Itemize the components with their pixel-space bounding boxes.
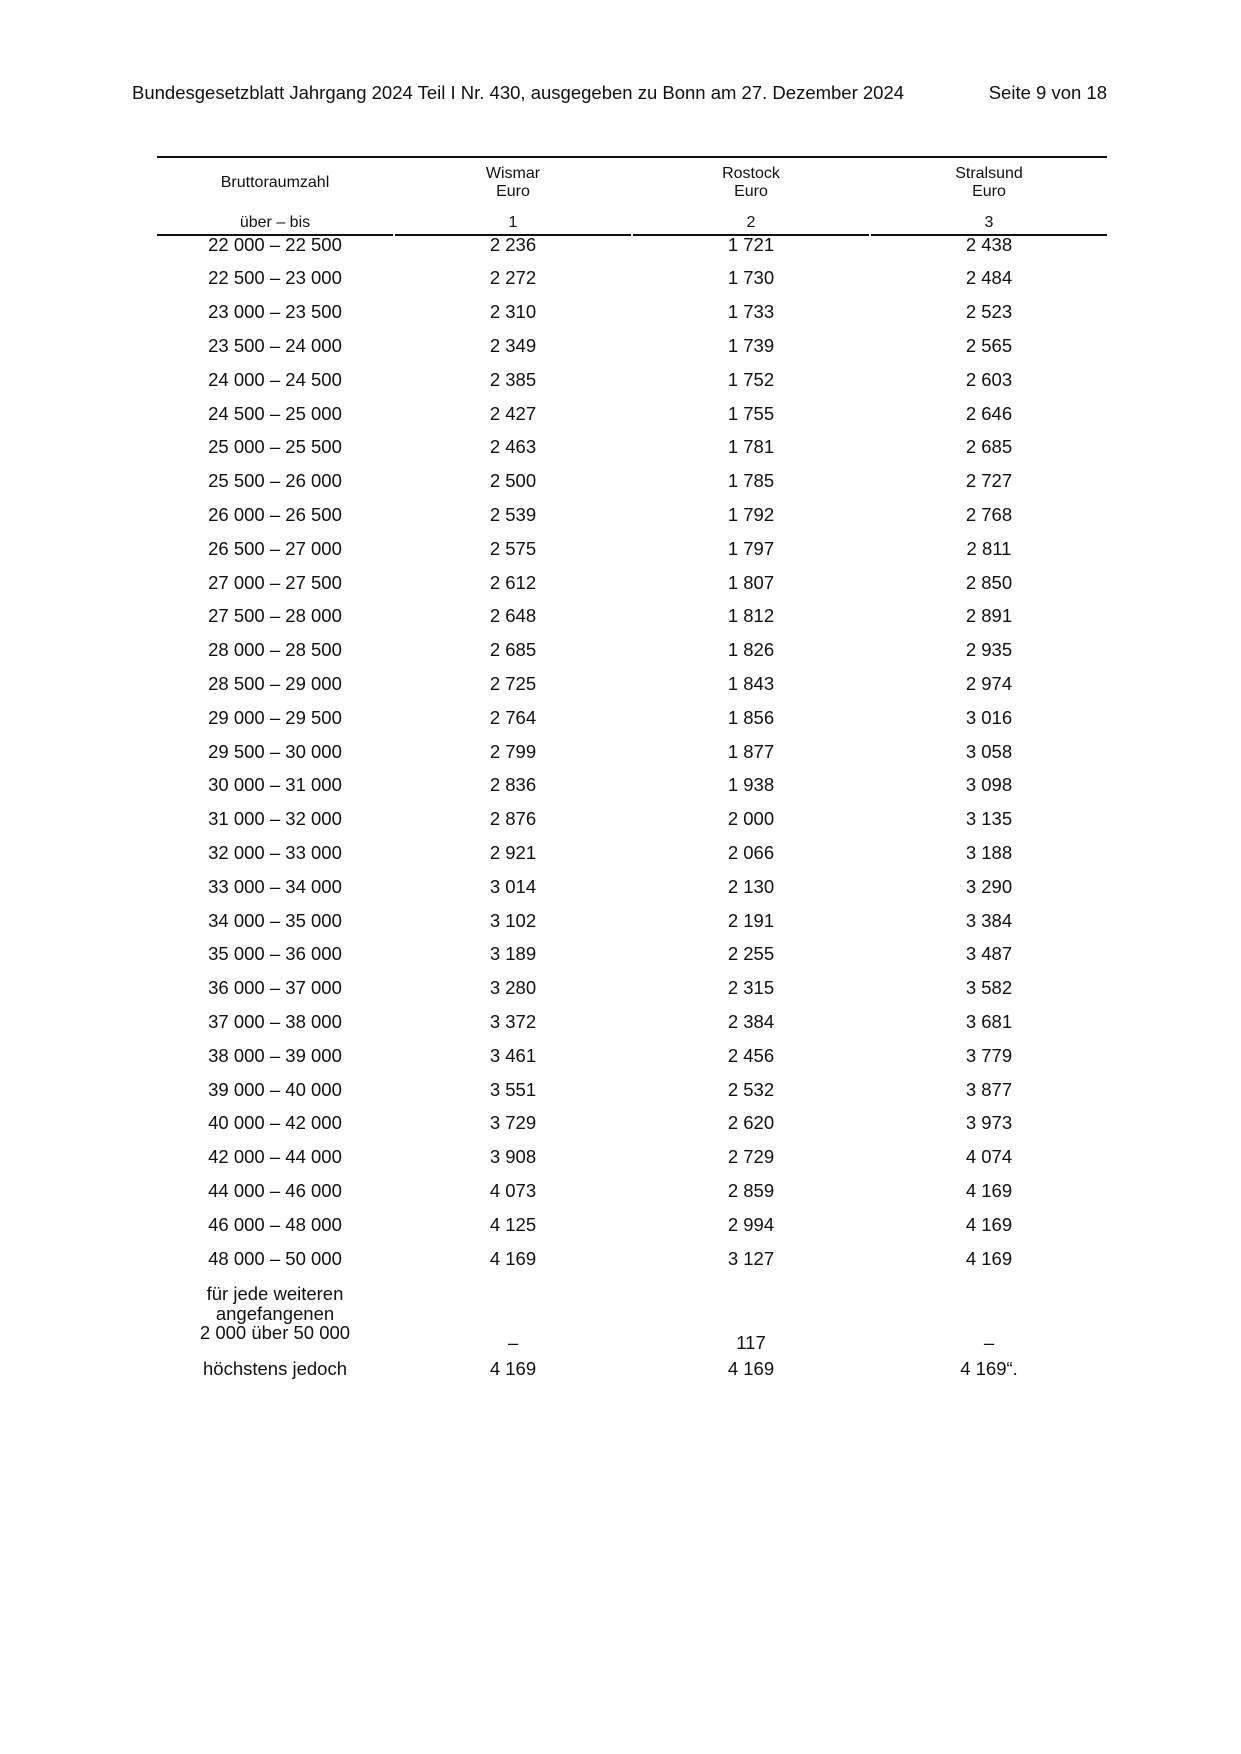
fee-wismar: 2 236	[489, 233, 537, 255]
fee-wismar: 2 764	[489, 706, 537, 728]
publication-line: Bundesgesetzblatt Jahrgang 2024 Teil I Nr. 430, ausgegeben zu Bonn am 27. Dezember 2024	[132, 82, 905, 103]
fee-rostock: 1 755	[727, 402, 775, 424]
table-row	[157, 976, 1107, 1010]
table-body	[157, 233, 1107, 1281]
fee-wismar: 4 073	[489, 1179, 537, 1201]
fee-stralsund: 3 487	[965, 943, 1013, 965]
fee-rostock: 2 130	[727, 875, 775, 897]
table-row	[157, 537, 1107, 571]
header-unit: Euro	[496, 182, 530, 200]
table-row	[157, 233, 1107, 267]
fee-stralsund: 4 169	[965, 1247, 1013, 1269]
bruttoraumzahl-range: 22 000 – 22 500	[208, 233, 342, 255]
table-row	[157, 1145, 1107, 1179]
fee-wismar: 3 729	[489, 1112, 537, 1134]
fee-rostock: 2 456	[727, 1044, 775, 1066]
fee-rostock: 1 797	[727, 537, 775, 559]
table-row	[157, 266, 1107, 300]
header-column-number: 2	[746, 213, 756, 231]
fee-stralsund: 2 727	[965, 470, 1013, 492]
bruttoraumzahl-range: 29 500 – 30 000	[208, 740, 342, 762]
table-row	[157, 1010, 1107, 1044]
bruttoraumzahl-range: 27 500 – 28 000	[208, 605, 342, 627]
fee-wismar: 2 539	[489, 503, 537, 525]
table-row	[157, 435, 1107, 469]
header-column-number: 1	[508, 213, 518, 231]
table-header	[157, 158, 1107, 236]
fee-rostock: 2 994	[727, 1213, 775, 1235]
table-row	[157, 469, 1107, 503]
table-row	[157, 300, 1107, 334]
table-row	[157, 402, 1107, 436]
fee-rostock: 2 000	[727, 808, 775, 830]
maximum-fee-row	[157, 1357, 1107, 1387]
fee-rostock: 1 856	[727, 706, 775, 728]
table-row	[157, 1247, 1107, 1281]
fee-rostock: 2 066	[727, 841, 775, 863]
header-column-number: 3	[984, 213, 994, 231]
fee-rostock: 1 739	[727, 334, 775, 356]
fee-stralsund: 2 850	[965, 571, 1013, 593]
bruttoraumzahl-range: 44 000 – 46 000	[208, 1179, 342, 1201]
table-row	[157, 773, 1107, 807]
fee-rostock: 1 877	[727, 740, 775, 762]
fee-wismar: 2 685	[489, 639, 537, 661]
bruttoraumzahl-range: 23 000 – 23 500	[208, 301, 342, 323]
maximum-fee-label: höchstens jedoch	[203, 1358, 347, 1380]
fee-stralsund: 3 188	[965, 841, 1013, 863]
fee-rostock: 1 730	[727, 267, 775, 289]
fee-wismar: 4 169	[489, 1247, 537, 1269]
bruttoraumzahl-range: 25 000 – 25 500	[208, 436, 342, 458]
fee-rostock: 2 315	[727, 977, 775, 999]
table-row	[157, 604, 1107, 638]
fee-wismar: 2 836	[489, 774, 537, 796]
additional-fee-rostock: 117	[736, 1332, 766, 1354]
label-line: für jede weiteren	[206, 1283, 344, 1305]
bruttoraumzahl-range: 25 500 – 26 000	[208, 470, 342, 492]
fee-wismar: 2 921	[489, 841, 537, 863]
fee-stralsund: 2 484	[965, 267, 1013, 289]
table-row	[157, 1078, 1107, 1112]
maximum-fee-stralsund: 4 169“.	[960, 1358, 1018, 1380]
header-wismar	[395, 158, 631, 236]
table-row	[157, 1044, 1107, 1078]
fee-wismar: 3 908	[489, 1146, 537, 1168]
fee-rostock: 1 781	[727, 436, 775, 458]
fee-rostock: 1 938	[727, 774, 775, 796]
fee-stralsund: 3 016	[965, 706, 1013, 728]
bruttoraumzahl-range: 35 000 – 36 000	[208, 943, 342, 965]
fee-stralsund: 3 098	[965, 774, 1013, 796]
bruttoraumzahl-range: 24 500 – 25 000	[208, 402, 342, 424]
fee-stralsund: 3 973	[965, 1112, 1013, 1134]
bruttoraumzahl-range: 24 000 – 24 500	[208, 368, 342, 390]
fee-wismar: 3 461	[489, 1044, 537, 1066]
fee-wismar: 2 876	[489, 808, 537, 830]
fee-stralsund: 3 681	[965, 1010, 1013, 1032]
fee-rostock: 1 807	[727, 571, 775, 593]
bruttoraumzahl-range: 37 000 – 38 000	[208, 1010, 342, 1032]
fee-wismar: 3 014	[489, 875, 537, 897]
fee-wismar: 3 372	[489, 1010, 537, 1032]
bruttoraumzahl-range: 38 000 – 39 000	[208, 1044, 342, 1066]
page-number: Seite 9 von 18	[988, 82, 1107, 103]
bruttoraumzahl-range: 22 500 – 23 000	[208, 267, 342, 289]
header-unit: Euro	[734, 182, 768, 200]
fee-table	[157, 156, 1107, 1387]
fee-stralsund: 2 565	[965, 334, 1013, 356]
header-bruttoraumzahl	[157, 158, 393, 236]
table-row	[157, 638, 1107, 672]
bruttoraumzahl-range: 29 000 – 29 500	[208, 706, 342, 728]
header-unit: Euro	[972, 182, 1006, 200]
table-row	[157, 672, 1107, 706]
fee-rostock: 1 826	[727, 639, 775, 661]
fee-rostock: 2 620	[727, 1112, 775, 1134]
fee-stralsund: 4 074	[965, 1146, 1013, 1168]
fee-stralsund: 2 935	[965, 639, 1013, 661]
table-row	[157, 1213, 1107, 1247]
fee-wismar: 2 725	[489, 672, 537, 694]
fee-rostock: 2 255	[727, 943, 775, 965]
fee-stralsund: 2 603	[965, 368, 1013, 390]
fee-wismar: 2 463	[489, 436, 537, 458]
maximum-fee-rostock: 4 169	[727, 1358, 775, 1380]
fee-stralsund: 3 135	[965, 808, 1013, 830]
header-sub-label: über – bis	[239, 213, 311, 231]
fee-wismar: 2 272	[489, 267, 537, 289]
fee-wismar: 2 575	[489, 537, 537, 559]
fee-rostock: 3 127	[727, 1247, 775, 1269]
table-row	[157, 807, 1107, 841]
label-line: angefangenen	[215, 1302, 335, 1324]
fee-wismar: 2 799	[489, 740, 537, 762]
header-label: Rostock	[722, 164, 780, 182]
table-row	[157, 942, 1107, 976]
table-row	[157, 571, 1107, 605]
fee-wismar: 2 310	[489, 301, 537, 323]
bruttoraumzahl-range: 40 000 – 42 000	[208, 1112, 342, 1134]
table-row	[157, 334, 1107, 368]
fee-stralsund: 2 891	[965, 605, 1013, 627]
fee-wismar: 2 612	[489, 571, 537, 593]
fee-wismar: 2 427	[489, 402, 537, 424]
fee-stralsund: 2 438	[965, 233, 1013, 255]
bruttoraumzahl-range: 27 000 – 27 500	[208, 571, 342, 593]
fee-rostock: 1 733	[727, 301, 775, 323]
fee-stralsund: 3 058	[965, 740, 1013, 762]
fee-rostock: 1 843	[727, 672, 775, 694]
header-label: Bruttoraumzahl	[220, 173, 330, 191]
bruttoraumzahl-range: 33 000 – 34 000	[208, 875, 342, 897]
maximum-fee-wismar: 4 169	[489, 1358, 537, 1380]
additional-fee-row	[157, 1284, 1107, 1354]
fee-stralsund: 3 290	[965, 875, 1013, 897]
additional-fee-wismar: –	[507, 1332, 519, 1354]
fee-stralsund: 4 169	[965, 1213, 1013, 1235]
table-row	[157, 841, 1107, 875]
bruttoraumzahl-range: 28 500 – 29 000	[208, 672, 342, 694]
fee-stralsund: 2 523	[965, 301, 1013, 323]
fee-rostock: 2 384	[727, 1010, 775, 1032]
table-row	[157, 875, 1107, 909]
header-label: Wismar	[485, 164, 541, 182]
additional-fee-stralsund: –	[983, 1332, 995, 1354]
fee-rostock: 1 752	[727, 368, 775, 390]
fee-rostock: 1 792	[727, 503, 775, 525]
bruttoraumzahl-range: 31 000 – 32 000	[208, 808, 342, 830]
header-stralsund	[871, 158, 1107, 236]
bruttoraumzahl-range: 26 000 – 26 500	[208, 503, 342, 525]
fee-rostock: 1 721	[727, 233, 775, 255]
fee-stralsund: 2 646	[965, 402, 1013, 424]
bruttoraumzahl-range: 36 000 – 37 000	[208, 977, 342, 999]
fee-rostock: 2 729	[727, 1146, 775, 1168]
fee-rostock: 1 785	[727, 470, 775, 492]
bruttoraumzahl-range: 39 000 – 40 000	[208, 1078, 342, 1100]
table-row	[157, 909, 1107, 943]
table-row	[157, 740, 1107, 774]
running-head	[132, 81, 1107, 105]
fee-wismar: 4 125	[489, 1213, 537, 1235]
bruttoraumzahl-range: 23 500 – 24 000	[208, 334, 342, 356]
fee-wismar: 3 551	[489, 1078, 537, 1100]
bruttoraumzahl-range: 28 000 – 28 500	[208, 639, 342, 661]
fee-stralsund: 4 169	[965, 1179, 1013, 1201]
bruttoraumzahl-range: 42 000 – 44 000	[208, 1146, 342, 1168]
bruttoraumzahl-range: 32 000 – 33 000	[208, 841, 342, 863]
bruttoraumzahl-range: 46 000 – 48 000	[208, 1213, 342, 1235]
table-row	[157, 706, 1107, 740]
header-label: Stralsund	[955, 164, 1023, 182]
label-line: 2 000 über 50 000	[199, 1322, 351, 1344]
fee-wismar: 2 385	[489, 368, 537, 390]
fee-wismar: 3 189	[489, 943, 537, 965]
header-rostock	[633, 158, 869, 236]
additional-fee-label	[157, 1284, 393, 1343]
fee-rostock: 1 812	[727, 605, 775, 627]
fee-stralsund: 3 877	[965, 1078, 1013, 1100]
fee-wismar: 3 102	[489, 909, 537, 931]
fee-rostock: 2 191	[727, 909, 775, 931]
fee-rostock: 2 859	[727, 1179, 775, 1201]
fee-stralsund: 3 384	[965, 909, 1013, 931]
table-row	[157, 1111, 1107, 1145]
fee-stralsund: 2 768	[965, 503, 1013, 525]
fee-wismar: 3 280	[489, 977, 537, 999]
bruttoraumzahl-range: 30 000 – 31 000	[208, 774, 342, 796]
fee-stralsund: 3 779	[965, 1044, 1013, 1066]
table-row	[157, 503, 1107, 537]
fee-stralsund: 2 974	[965, 672, 1013, 694]
fee-wismar: 2 648	[489, 605, 537, 627]
fee-wismar: 2 500	[489, 470, 537, 492]
fee-rostock: 2 532	[727, 1078, 775, 1100]
table-row	[157, 1179, 1107, 1213]
bruttoraumzahl-range: 34 000 – 35 000	[208, 909, 342, 931]
fee-stralsund: 3 582	[965, 977, 1013, 999]
bruttoraumzahl-range: 26 500 – 27 000	[208, 537, 342, 559]
bruttoraumzahl-range: 48 000 – 50 000	[208, 1247, 342, 1269]
fee-wismar: 2 349	[489, 334, 537, 356]
table-row	[157, 368, 1107, 402]
fee-stralsund: 2 685	[965, 436, 1013, 458]
fee-stralsund: 2 811	[966, 537, 1012, 559]
